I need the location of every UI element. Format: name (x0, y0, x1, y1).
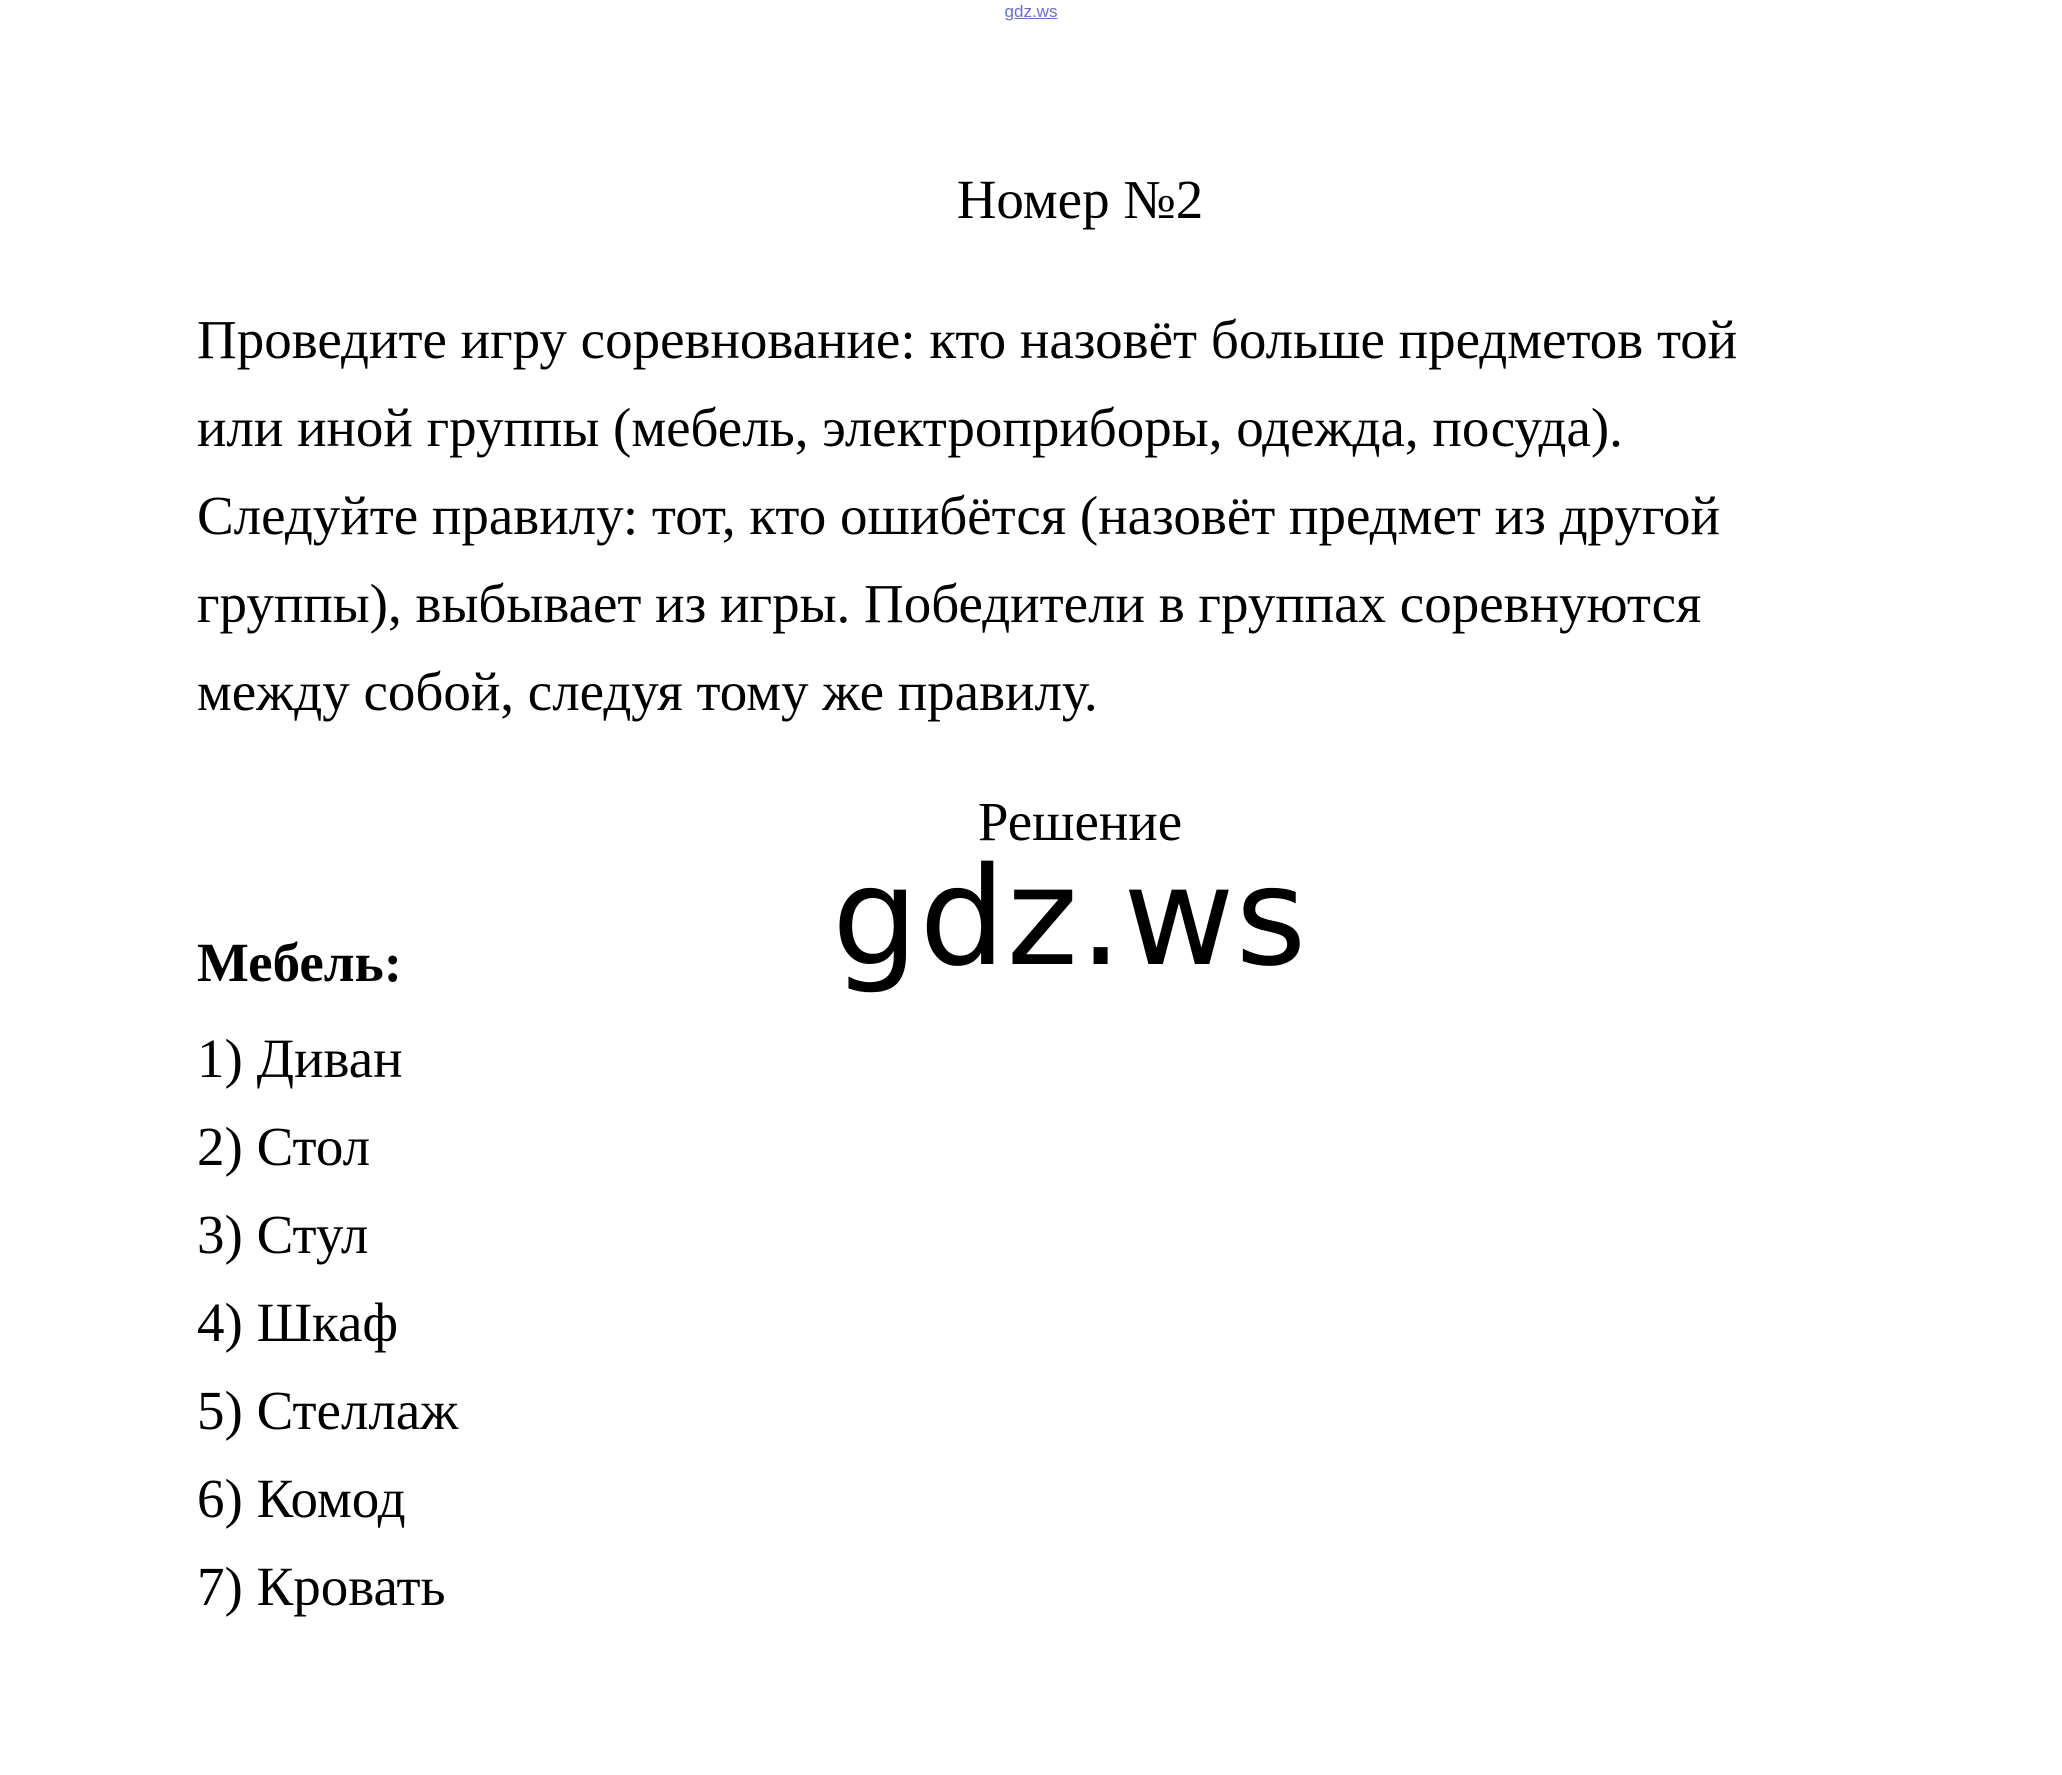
list-item: 6) Комод (197, 1468, 406, 1529)
furniture-list (197, 1015, 458, 1631)
list-item: 3) Стул (197, 1204, 369, 1265)
solution-heading: Решение (977, 791, 1183, 852)
list-item: 4) Шкаф (197, 1292, 398, 1353)
list-item: 2) Стол (197, 1116, 371, 1177)
task-line: между собой, следуя тому же правилу. (197, 661, 1098, 722)
task-line: Следуйте правилу: тот, кто ошибётся (назовёт предмет из другой (197, 485, 1720, 546)
task-text (197, 296, 1897, 736)
list-item: 5) Стеллаж (197, 1380, 459, 1441)
task-line: группы), выбывает из игры. Победители в группах соревнуются (197, 573, 1702, 634)
list-item: 1) Диван (197, 1028, 403, 1089)
category-heading: Мебель: (197, 932, 403, 993)
task-line: или иной группы (мебель, электроприборы, одежда, посуда). (197, 397, 1623, 458)
task-line: Проведите игру соревнование: кто назовёт больше предметов той (197, 309, 1738, 370)
site-link[interactable]: gdz.ws (1004, 2, 1058, 21)
list-item: 7) Кровать (197, 1556, 446, 1617)
page-title: Номер №2 (956, 169, 1204, 230)
watermark-logo: gdz.ws (832, 839, 1308, 997)
